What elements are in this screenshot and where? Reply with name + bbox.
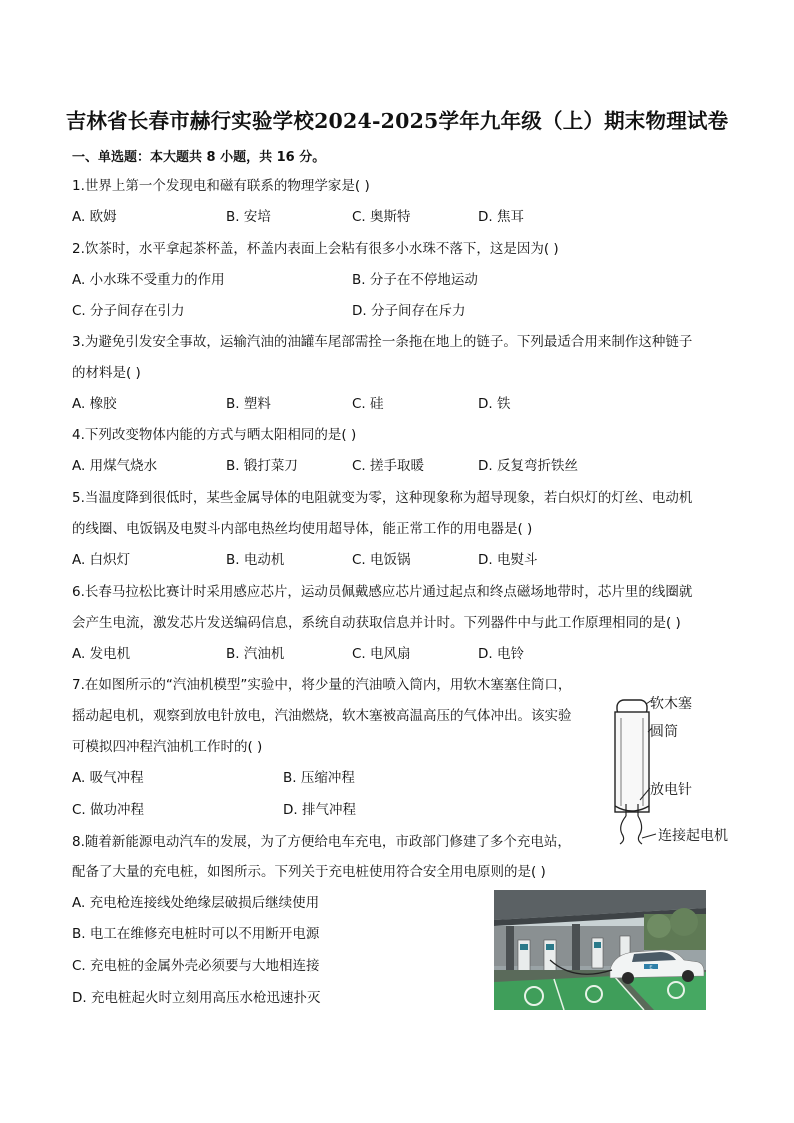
question-1-option-c[interactable]: C. 奥斯特 <box>352 209 411 225</box>
question-7-text-line-3: 可模拟四冲程汽油机工作时的( ) <box>72 739 263 755</box>
question-6-option-d[interactable]: D. 电铃 <box>478 646 524 662</box>
question-8-option-a[interactable]: A. 充电枪连接线处绝缘层破损后继续使用 <box>72 895 320 911</box>
question-5-text-line-2: 的线圈、电饭锅及电熨斗内部电热丝均使用超导体，能正常工作的用电器是( ) <box>72 521 533 537</box>
label-cork: 软木塞 <box>650 696 692 712</box>
question-8-option-b[interactable]: B. 电工在维修充电桩时可以不用断开电源 <box>72 926 320 942</box>
question-5-option-a[interactable]: A. 白炽灯 <box>72 552 131 568</box>
question-2-option-a[interactable]: A. 小水珠不受重力的作用 <box>72 272 225 288</box>
question-7-option-a[interactable]: A. 吸气冲程 <box>72 770 144 786</box>
question-3-option-d[interactable]: D. 铁 <box>478 396 511 412</box>
question-8-text-line-2: 配备了大量的充电桩，如图所示。下列关于充电桩使用符合安全用电原则的是( ) <box>72 864 546 880</box>
cylinder-shape <box>615 712 649 812</box>
question-5-option-d[interactable]: D. 电熨斗 <box>478 552 538 568</box>
question-6-option-a[interactable]: A. 发电机 <box>72 646 131 662</box>
question-3-option-c[interactable]: C. 硅 <box>352 396 384 412</box>
question-5-option-c[interactable]: C. 电饭锅 <box>352 552 411 568</box>
label-discharge-needle: 放电针 <box>650 782 692 798</box>
wire-left <box>620 816 626 844</box>
question-2-option-c[interactable]: C. 分子间存在引力 <box>72 303 185 319</box>
question-4-option-a[interactable]: A. 用煤气烧水 <box>72 458 158 474</box>
question-6-option-b[interactable]: B. 汽油机 <box>226 646 285 662</box>
question-1-option-d[interactable]: D. 焦耳 <box>478 209 524 225</box>
question-3-option-b[interactable]: B. 塑料 <box>226 396 271 412</box>
question-1-option-a[interactable]: A. 欧姆 <box>72 209 117 225</box>
question-7-text-line-1: 7.在如图所示的“汽油机模型”实验中，将少量的汽油喷入筒内，用软木塞塞住筒口， <box>72 677 572 693</box>
question-5-option-b[interactable]: B. 电动机 <box>226 552 285 568</box>
question-1-option-b[interactable]: B. 安培 <box>226 209 271 225</box>
wire-right <box>638 816 642 844</box>
question-4-text: 4.下列改变物体内能的方式与晒太阳相同的是( ) <box>72 427 357 443</box>
question-8-option-d[interactable]: D. 充电桩起火时立刻用高压水枪迅速扑灭 <box>72 990 321 1006</box>
question-4-option-b[interactable]: B. 锻打菜刀 <box>226 458 298 474</box>
question-1-text: 1.世界上第一个发现电和磁有联系的物理学家是( ) <box>72 178 370 194</box>
question-2-option-d[interactable]: D. 分子间存在斥力 <box>352 303 466 319</box>
question-4-option-c[interactable]: C. 搓手取暖 <box>352 458 425 474</box>
question-7-option-c[interactable]: C. 做功冲程 <box>72 802 145 818</box>
question-8-option-c[interactable]: C. 充电桩的金属外壳必须要与大地相连接 <box>72 958 320 974</box>
question-8-text-line-1: 8.随着新能源电动汽车的发展，为了方便给电车充电，市政部门修建了多个充电站， <box>72 834 571 850</box>
question-7-option-b[interactable]: B. 压缩冲程 <box>283 770 355 786</box>
charging-station-photo <box>494 890 706 1010</box>
question-2-text: 2.饮茶时，水平拿起茶杯盖，杯盖内表面上会粘有很多小水珠不落下，这是因为( ) <box>72 241 559 257</box>
leader-wire <box>642 834 656 838</box>
question-6-text-line-1: 6.长春马拉松比赛计时采用感应芯片，运动员佩戴感应芯片通过起点和终点磁场地带时，芯片里的线圈就 <box>72 584 693 600</box>
section-heading: 一、单选题：本大题共 8 小题，共 16 分。 <box>72 150 326 165</box>
question-3-text-line-2: 的材料是( ) <box>72 365 141 381</box>
question-6-option-c[interactable]: C. 电风扇 <box>352 646 411 662</box>
label-cylinder: 圆筒 <box>650 724 678 740</box>
question-5-text-line-1: 5.当温度降到很低时，某些金属导体的电阻就变为零，这种现象称为超导现象，若白炽灯的灯丝、电动机 <box>72 490 693 506</box>
question-7-text-line-2: 摇动起电机，观察到放电针放电，汽油燃烧，软木塞被高温高压的气体冲出。该实验 <box>72 708 572 724</box>
question-4-option-d[interactable]: D. 反复弯折铁丝 <box>478 458 578 474</box>
question-2-option-b[interactable]: B. 分子在不停地运动 <box>352 272 478 288</box>
exam-title: 吉林省长春市赫行实验学校2024-2025学年九年级（上）期末物理试卷 <box>65 109 729 133</box>
car-badge-text: E <box>649 964 653 970</box>
question-7-option-d[interactable]: D. 排气冲程 <box>283 802 356 818</box>
label-connect-generator: 连接起电机 <box>658 828 728 844</box>
question-3-option-a[interactable]: A. 橡胶 <box>72 396 117 412</box>
question-6-text-line-2: 会产生电流，激发芯片发送编码信息，系统自动获取信息并计时。下列器件中与此工作原理相同的是( ) <box>72 615 681 631</box>
question-3-text-line-1: 3.为避免引发安全事故，运输汽油的油罐车尾部需拴一条拖在地上的链子。下列最适合用来制作这种链子 <box>72 334 693 350</box>
